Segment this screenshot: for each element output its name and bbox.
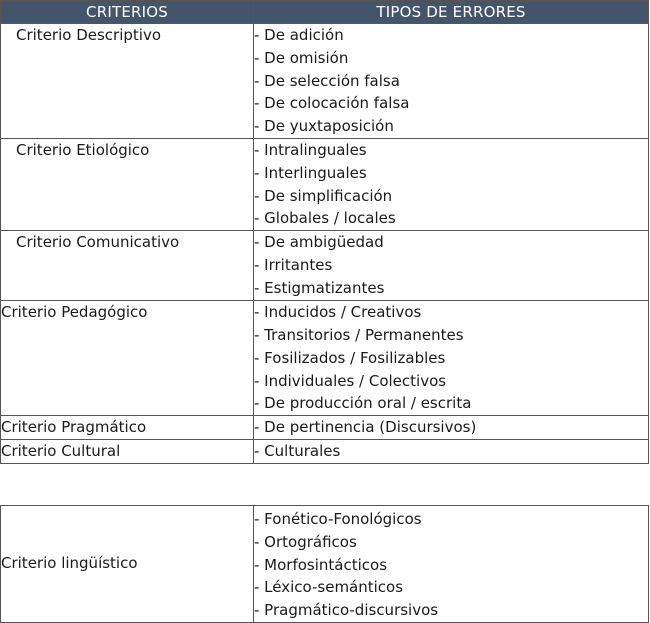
tipo-item: - Culturales bbox=[254, 442, 341, 461]
criterio-cell: Criterio Pedagógico bbox=[1, 301, 254, 416]
table-row bbox=[1, 139, 649, 231]
tipo-item: - De colocación falsa bbox=[254, 94, 410, 113]
table-row bbox=[1, 231, 649, 301]
header-criterios: CRITERIOS bbox=[1, 1, 254, 24]
tipo-item: - Intralinguales bbox=[254, 141, 367, 159]
tipo-item: - Individuales / Colectivos bbox=[254, 371, 447, 390]
tipo-item: - De ambigüedad bbox=[254, 233, 384, 252]
criterio-cell: Criterio Descriptivo bbox=[1, 24, 254, 139]
tipo-item: - De pertinencia (Discursivos) bbox=[254, 418, 477, 437]
tipos-cell bbox=[254, 416, 649, 440]
tipo-item: - Léxico-semánticos bbox=[254, 578, 404, 597]
header-tipos-de-errores: TIPOS DE ERRORES bbox=[254, 1, 649, 24]
tipo-item: - Globales / locales bbox=[254, 209, 396, 228]
tipo-item: - Fonético-Fonológicos bbox=[254, 510, 422, 528]
tipo-item: - De selección falsa bbox=[254, 71, 400, 90]
tipo-item: - Morfosintácticos bbox=[254, 555, 388, 574]
tipos-cell bbox=[254, 301, 649, 416]
criterio-cell: Criterio Pragmático bbox=[1, 416, 254, 440]
tipo-item: - De yuxtaposición bbox=[254, 117, 394, 136]
tipo-item: - Estigmatizantes bbox=[254, 278, 385, 297]
tipos-cell bbox=[254, 231, 649, 301]
tipo-item: - Ortográficos bbox=[254, 532, 357, 551]
tipo-item: - De omisión bbox=[254, 48, 349, 67]
table-row bbox=[1, 440, 649, 464]
tipo-item: - De adición bbox=[254, 26, 344, 44]
tipos-cell bbox=[254, 440, 649, 464]
table-row bbox=[1, 301, 649, 416]
criterio-cell: Criterio Etiológico bbox=[1, 139, 254, 231]
tipo-item: - Inducidos / Creativos bbox=[254, 303, 422, 322]
criterio-cell: Criterio Comunicativo bbox=[1, 231, 254, 301]
linguistic-criterion-table bbox=[0, 505, 649, 623]
tipo-item: - Fosilizados / Fosilizables bbox=[254, 348, 446, 367]
table-row bbox=[1, 506, 649, 623]
criterio-cell: Criterio lingüístico bbox=[1, 506, 254, 623]
table-row bbox=[1, 416, 649, 440]
tipo-item: - Irritantes bbox=[254, 255, 333, 274]
tipo-item: - Transitorios / Permanentes bbox=[254, 325, 464, 344]
tipo-item: - De producción oral / escrita bbox=[254, 394, 472, 413]
tipo-item: - De simplificación bbox=[254, 186, 393, 205]
table-row bbox=[1, 24, 649, 139]
tipos-cell bbox=[254, 24, 649, 139]
tipo-item: - Interlinguales bbox=[254, 163, 367, 182]
table-header-row bbox=[1, 1, 649, 24]
tipo-item: - Pragmático-discursivos bbox=[254, 601, 439, 620]
tipos-cell bbox=[254, 506, 649, 623]
tipos-cell bbox=[254, 139, 649, 231]
criterio-cell: Criterio Cultural bbox=[1, 440, 254, 464]
